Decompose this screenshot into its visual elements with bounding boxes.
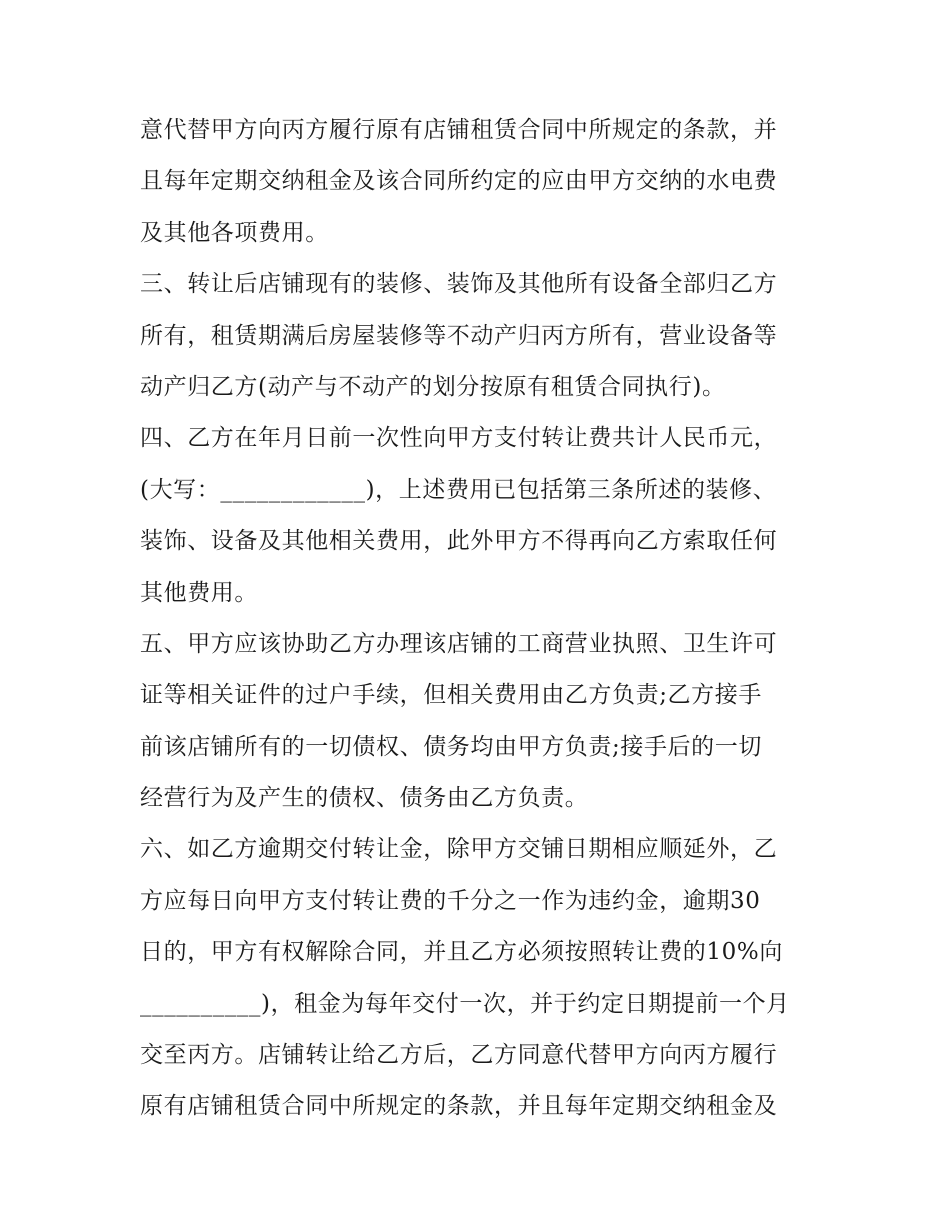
text-line: 装饰、设备及其他相关费用，此外甲方不得再向乙方索取任何 — [140, 528, 778, 555]
text-line: 前该店铺所有的一切债权、债务均由甲方负责;接手后的一切 — [140, 733, 762, 760]
text-line: 证等相关证件的过户手续，但相关费用由乙方负责;乙方接手 — [140, 682, 762, 709]
text-line: 原有店铺租赁合同中所规定的条款，并且每年定期交纳租金及 — [140, 1093, 778, 1120]
text-line: 方应每日向甲方支付转让费的千分之一作为违约金，逾期30 — [140, 887, 761, 914]
clause-four-line: 四、乙方在年月日前一次性向甲方支付转让费共计人民币元， — [140, 425, 778, 452]
text-line: 及其他各项费用。 — [140, 219, 329, 246]
text-line: 且每年定期交纳租金及该合同所约定的应由甲方交纳的水电费 — [140, 168, 778, 195]
text-line: (大写：____________)，上述费用已包括第三条所述的装修、 — [140, 476, 777, 503]
clause-three-line: 三、转让后店铺现有的装修、装饰及其他所有设备全部归乙方 — [140, 271, 778, 298]
text-line: 日的，甲方有权解除合同，并且乙方必须按照转让费的10%向 — [140, 939, 783, 966]
clause-six-line: 六、如乙方逾期交付转让金，除甲方交铺日期相应顺延外，乙 — [140, 836, 778, 863]
text-line: 动产归乙方(动产与不动产的划分按原有租赁合同执行)。 — [140, 373, 726, 400]
contract-text-body — [140, 108, 820, 1136]
text-line: 经营行为及产生的债权、债务由乙方负责。 — [140, 785, 589, 812]
clause-five-line: 五、甲方应该协助乙方办理该店铺的工商营业执照、卫生许可 — [140, 630, 778, 657]
text-line: 交至丙方。店铺转让给乙方后，乙方同意代替甲方向丙方履行 — [140, 1042, 778, 1069]
text-line: 其他费用。 — [140, 579, 258, 606]
text-line: 所有，租赁期满后房屋装修等不动产归丙方所有，营业设备等 — [140, 322, 778, 349]
text-line: 意代替甲方向丙方履行原有店铺租赁合同中所规定的条款，并 — [140, 117, 778, 143]
text-line: __________)，租金为每年交付一次，并于约定日期提前一个月 — [140, 990, 790, 1017]
